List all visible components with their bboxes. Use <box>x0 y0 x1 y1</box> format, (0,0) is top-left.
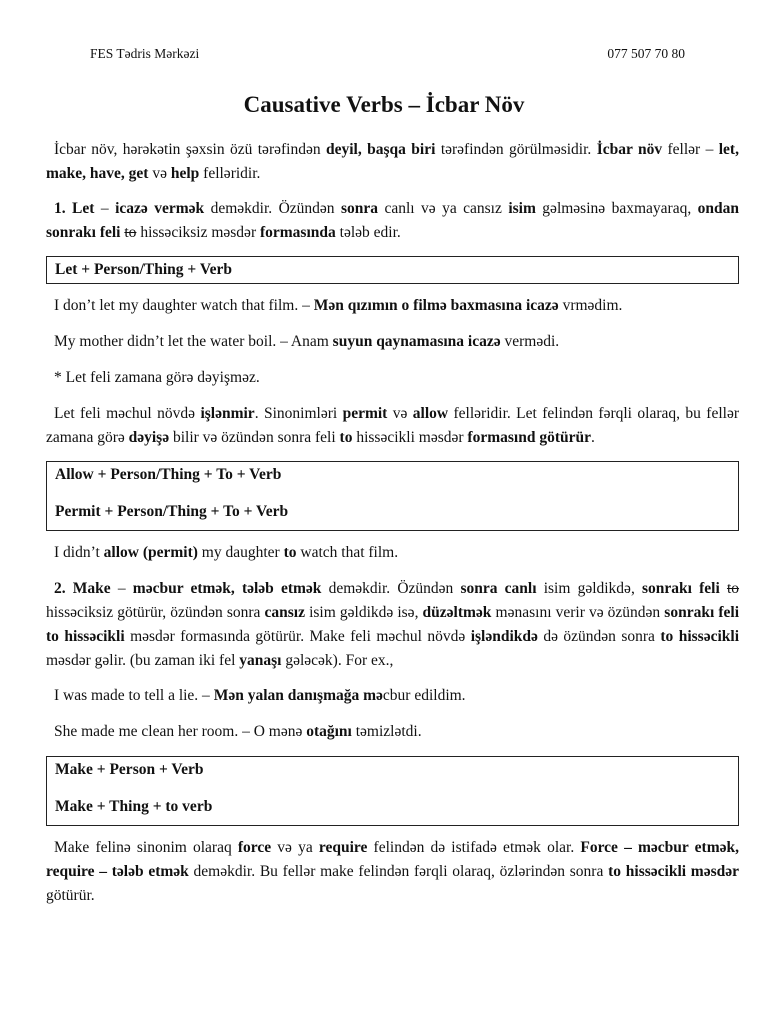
document-body <box>46 138 739 919</box>
text-run: – <box>94 200 116 217</box>
text-run: – <box>110 580 133 597</box>
bold-text: sonra <box>340 200 379 217</box>
bold-text: help <box>170 165 200 182</box>
text-run: vrmədim. <box>558 297 623 314</box>
text-run: isim gəldikdə isə, <box>304 604 423 621</box>
text-run: canlı və ya cansız <box>378 200 509 217</box>
formula-line: Let + Person/Thing + Verb <box>55 261 232 278</box>
text-run: hissəciksiz məsdər <box>136 224 260 241</box>
bold-text: cansız <box>264 604 305 621</box>
text-run: də özündən sonra <box>537 628 661 645</box>
bold-text: 2. Make <box>54 580 111 597</box>
text-run: və <box>387 405 413 422</box>
bold-text: yanaşı <box>239 652 282 669</box>
page-title: Causative Verbs – İcbar Növ <box>243 92 525 117</box>
bold-text: to hissəcikli <box>660 628 739 645</box>
let-note <box>46 366 739 390</box>
text-run: felindən də istifadə etmək olar. <box>367 839 581 856</box>
make-formula-box <box>46 756 739 826</box>
text-run: tələb edir. <box>335 224 401 241</box>
bold-text: işlənmir <box>200 405 255 422</box>
page-header <box>90 46 685 64</box>
bold-text: isim <box>508 200 536 217</box>
text-run: və ya <box>271 839 319 856</box>
bold-text: 1. Let <box>54 200 95 217</box>
text-run: məsdər gəlir. (bu zaman iki fel <box>46 652 240 669</box>
text-run: * Let feli zamana görə dəyişməz. <box>54 369 260 386</box>
allow-permit-formula-box <box>46 461 739 531</box>
bold-text: force <box>237 839 272 856</box>
bold-text: deyil, başqa biri <box>325 141 436 158</box>
bold-text: Mən yalan danışmağa mə <box>213 687 383 704</box>
make-example-2 <box>46 720 739 744</box>
bold-text: let, make, have, get <box>46 141 739 182</box>
text-run: She made me clean her room. – O mənə <box>54 723 307 740</box>
make-paragraph <box>46 577 739 673</box>
bold-text: formasında <box>259 224 336 241</box>
bold-text: formasınd götürür <box>467 429 591 446</box>
header-phone: 077 507 70 80 <box>607 46 685 61</box>
force-require-paragraph <box>46 836 739 908</box>
make-example-1 <box>46 684 739 708</box>
text-run: və <box>148 165 171 182</box>
text-run: I didn’t <box>54 544 104 561</box>
text-run: İcbar növ, hərəkətin şəxsin özü tərəfindən <box>54 141 326 158</box>
allow-example <box>46 541 739 565</box>
let-paragraph <box>46 197 739 245</box>
header-center-name: FES Tədris Mərkəzi <box>90 46 200 61</box>
text-run: deməkdir. Özündən <box>204 200 341 217</box>
bold-text: allow <box>412 405 449 422</box>
text-run: felləridir. Let felindən fərqli olaraq, bu fellər zamana görə <box>46 405 739 446</box>
bold-text: dəyişə <box>128 429 170 446</box>
text-run: Let feli məchul növdə <box>54 405 201 422</box>
permit-allow-paragraph <box>46 402 739 450</box>
bold-text: məcbur etmək, tələb etmək <box>132 580 322 597</box>
bold-text: allow (permit) <box>103 544 198 561</box>
bold-text: icazə vermək <box>115 200 205 217</box>
text-run: I don’t let my daughter watch that film. – <box>54 297 314 314</box>
struck-text: to <box>726 580 740 597</box>
bold-text: İcbar növ <box>596 141 663 158</box>
text-run: hissəcikli məsdər <box>352 429 468 446</box>
bold-text: düzəltmək <box>422 604 492 621</box>
text-run: vermədi. <box>500 333 560 350</box>
text-run: . <box>590 429 595 446</box>
formula-line: Allow + Person/Thing + To + Verb <box>55 466 282 483</box>
text-run: cbur edildim. <box>382 687 466 704</box>
bold-text: ondan sonrakı feli <box>46 200 740 241</box>
formula-line: Permit + Person/Thing + To + Verb <box>55 503 289 520</box>
let-example-1 <box>46 294 739 318</box>
text-run: my daughter <box>197 544 284 561</box>
bold-text: Mən qızımın o filmə baxmasına icazə <box>313 297 559 314</box>
text-run: . Sinonimləri <box>254 405 343 422</box>
text-run: deməkdir. Özündən <box>321 580 461 597</box>
bold-text: to <box>339 429 353 446</box>
text-run <box>720 580 727 597</box>
formula-line: Make + Person + Verb <box>55 761 204 778</box>
bold-text: sonrakı feli to hissəcikli <box>46 604 740 645</box>
bold-text: işləndikdə <box>470 628 538 645</box>
text-run: bilir və özündən sonra feli <box>169 429 340 446</box>
text-run: mənasını verir və özündən <box>491 604 665 621</box>
text-run: tərəfindən görülməsidir. <box>435 141 597 158</box>
let-example-2 <box>46 330 739 354</box>
text-run: Make felinə sinonim olaraq <box>54 839 238 856</box>
text-run: fellər – <box>662 141 719 158</box>
text-run: watch that film. <box>296 544 399 561</box>
text-run: isim gəldikdə, <box>536 580 642 597</box>
text-run: My mother didn’t let the water boil. – Anam <box>54 333 333 350</box>
formula-line: Make + Thing + to verb <box>55 798 213 815</box>
text-run: deməkdir. Bu fellər make felindən fərqli olaraq, özlərindən sonra <box>188 863 609 880</box>
bold-text: otağını <box>306 723 352 740</box>
bold-text: sonrakı feli <box>642 580 720 597</box>
text-run: I was made to tell a lie. – <box>54 687 214 704</box>
text-run: gəlməsinə baxmayaraq, <box>535 200 698 217</box>
intro-paragraph <box>46 138 739 186</box>
bold-text: to hissəcikli məsdər <box>608 863 740 880</box>
bold-text: require <box>318 839 368 856</box>
text-run: məsdər formasında götürür. Make feli məchul növdə <box>124 628 471 645</box>
bold-text: permit <box>342 405 388 422</box>
let-formula-box <box>46 256 739 284</box>
bold-text: suyun qaynamasına icazə <box>332 333 501 350</box>
bold-text: Force – məcbur etmək, require – tələb etmək <box>46 839 739 880</box>
bold-text: sonra canlı <box>460 580 537 597</box>
text-run: hissəciksiz götürür, özündən sonra <box>46 604 265 621</box>
text-run: gələcək). For ex., <box>281 652 394 669</box>
text-run: götürür. <box>46 887 95 904</box>
text-run: felləridir. <box>199 165 261 182</box>
bold-text: to <box>283 544 297 561</box>
struck-text: to <box>124 224 137 241</box>
text-run: təmizlətdi. <box>351 723 422 740</box>
